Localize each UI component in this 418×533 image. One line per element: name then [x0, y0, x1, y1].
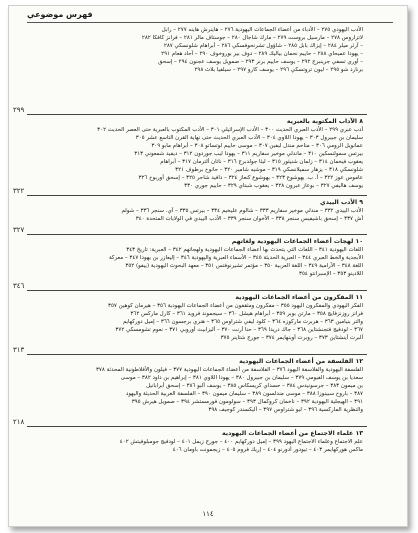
entry-line: والتر بنيامين ٣٦٣ – هربرت ماركوزه ٣٦٤ – كلود ليفي شتراوس ٣٦٥ – هنري برجسون ٣٦٦ – إميل دوركهايم — [122, 319, 363, 325]
entry-line: لاتزاروس ٢٧٨ – مارسيل بروست ٢٧٩ – مارك شاجال ٢٨٠ – جوستاف مالر ٢٨١ – فرانز كافكا ٢٨٢ — [141, 35, 363, 41]
entry-line: – يهودا عميحاي ٢٨٨ – حاييم نحمان بياليك ٢٨٩ – دوف بير بوروخوف ٢٩٠ – آحاد هعام ٢٩١ — [161, 51, 363, 57]
section-title: ٩ الأدب الييدي — [320, 199, 363, 206]
section-8 — [29, 117, 363, 190]
entry-line: أدب عبري ٢٩٩ – الأدب العبري الحديث ٣٠٠ – الأدب الإسرائيلي ٣٠١ – الأدب المكتوب بالعبرية حتى العصر الحديث ٣٠٢ — [97, 127, 363, 133]
section-divider — [27, 114, 367, 115]
entry-line: يوسف هاليفي ٣٢٧ – بوعاز عبرون ٣٢٨ – يعقوب شبتاي ٣٢٩ – حاييم جوري ٣٣٠ — [184, 183, 363, 189]
margin-page-ref: ٣٢٧ — [13, 226, 25, 234]
entry-line: بن ميمون ٣٨٣ – جرسونيدس ٣٨٤ – حسداي كريسكاس ٣٨٥ – يوسف ألبو ٣٨٦ – إسحق أبرابانيل — [146, 383, 363, 389]
section-12 — [29, 357, 363, 414]
section-9 — [29, 198, 363, 223]
entry-line: ٣٩١ – الهيجلية اليهودية ٣٩٢ – ناخمان كروكمال ٣٩٣ – سولومون فورمستشر ٣٩٤ – صمويل هيرش ٣٩٥ — [131, 399, 363, 405]
entry-line: عاموس عوز ٣٢٢ – أ. ب. يهوشوع ٣٢٣ – يهوشوع كنعاز ٣٢٤ – دافيد شاحر ٣٢٥ – إسحق أوربوخ ٣٢٦ — [138, 175, 363, 181]
entry-line: فرانز روزنزفايج ٣٥٨ – مارتن بوبر ٣٥٩ – أبراهام هيشل ٣٦٠ – سيجموند فرويد ٣٦١ – كارل ماركس ٣٦٢ — [130, 311, 363, 317]
entry-line: سليمان بن جبيرول ٣٠٣ – يهودا اللاوي ٣٠٤ – الأدب العبري الحديث حتى نهاية القرن التاسع عشر ٣٠٥ — [135, 135, 363, 141]
margin-page-ref: ٣٢٢ — [13, 187, 25, 195]
entry-line: الأدب اليهودي ٢٧٥ – الأدباء من أعضاء الجماعات اليهودية ٢٧٦ – هاينرش هاينه ٢٧٧ – رابل — [161, 27, 363, 33]
entry-line: والنظرية الماركسية ٣٩٦ – ليو شتراوس ٣٩٧ – أليكسندر كوجيف ٣٩٨ — [208, 407, 363, 413]
entry-line: اللغات اليهودية ٣٤١ – اللغات التي يتحدث بها أعضاء الجماعات اليهودية ولهجاتهم ٣٤٢ – العبرية: تاريخ ٣٤٣ — [126, 247, 363, 253]
entry-line: يعقوب فيخمان ٣١٤ – زلمان شنيئور ٣١٥ – ليئا جولدبرج ٣١٦ – ناتان ألترمان ٣١٧ – أبراهام — [160, 159, 363, 165]
section-title: ١٠ لهجات أعضاء الجماعات اليهودية ولغاتهم — [231, 238, 363, 245]
entry-line: – آرثر ميلر ٢٨٤ – إيزاك بابل ٢٨٥ – شاؤول تشرنحوفسكي ٢٨٦ – أبراهام شلونسكي ٢٨٧ — [163, 43, 363, 49]
section-intro — [29, 26, 363, 74]
margin-page-ref: ٢٩٩ — [13, 106, 25, 114]
entry-line: الفكر اليهودي والمفكرون اليهود ٣٥٥ – مفكرون ومثقفون من أعضاء الجماعات اليهودية ٣٥٦ – هيرمان كوهين ٣٥٧ — [108, 303, 363, 309]
entry-line: آش ٣٣٧ – إسحق باشيفيس سنجر ٣٣٨ – الأخوان سنجر ٣٣٩ – الأدب الييدي في الولايات المتحدة ٣٤٠ — [135, 216, 363, 222]
section-divider — [27, 290, 367, 291]
entry-line: ماكس هوركهايمر ٤٠٣ – تيودور أدورنو ٤٠٤ – إريك فروم ٤٠٥ – زيجمونت باومان ٤٠٦ — [172, 447, 363, 453]
entry-line: بيرتس سمولنسكين ٣١٠ – ماندلي موخير سفاريم ٣١١ – يهودا ليب جوردون ٣١٢ – ديفيد شمعوني ٣١٣ — [134, 151, 363, 157]
margin-page-ref: ٣٤٦ — [13, 282, 25, 290]
book-page — [8, 5, 408, 527]
entry-line: الأدب الييدي ٣٣٢ – مندلي موخير سفاريم ٣٣٣ – شالوم عليخيم ٣٣٤ – بيرتس ٣٣٥ – آي. سنجر ٣٣٦ – شولم — [121, 208, 363, 214]
section-divider — [27, 354, 367, 355]
section-title: ١١ المفكرون من أعضاء الجماعات اليهودية — [235, 294, 363, 301]
page-number: ١١٤ — [202, 510, 214, 518]
section-title: ٨ الآداب المكتوبة بالعبرية — [286, 118, 363, 125]
section-13 — [29, 429, 363, 454]
entry-line: اللادينو ٣٥٣ – الإسبرانتو ٣٥٤ — [299, 271, 363, 277]
entry-line: الأبجدية والخط العبري ٣٤٤ – العبرية الحديثة ٣٤٥ – الأسماء العبرية واليهودية ٣٤٦ – إليعازر بن يهودا ٣٤٧ – معركة — [108, 255, 363, 261]
entry-line: شلونسكي ٣١٨ – يزهار سميلانسكي ٣١٩ – موشيه شامير ٣٢٠ – حانوخ برطوف ٣٢١ — [175, 167, 363, 173]
entry-line: ٣٨٧ – باروخ سبينوزا ٣٨٨ – موسى مندلسون ٣٨٩ – سليمان ميمون ٣٩٠ – الفلسفة الغربية الحديثة واليهود — [125, 391, 363, 397]
entry-line: ألبرت أينشتاين ٣٧٣ – روبرت أوبنهايمر ٣٧٤ – جورج شتاينر ٣٧٥ — [220, 335, 363, 341]
entry-line: علم الاجتماع وعلماء الاجتماع اليهود ٣٩٩ – إميل دوركهايم ٤٠٠ – جورج زيمل ٤٠١ – لودفيج جومبلوفيتش ٤٠٢ — [119, 439, 363, 445]
entry-line: عمانويل الرومي ٣٠٦ – مناحم مندل ليفين ٣٠٧ – موسى حاييم لوتساتو ٣٠٨ – أبراهام مابو ٣٠٩ — [151, 143, 363, 149]
section-divider — [27, 426, 367, 427]
margin-page-ref: ٣١٣ — [13, 346, 25, 354]
header-title: فهرس موضوعي — [27, 10, 93, 19]
entry-line: سعديا بن يوسف الفيومي ٣٧٩ – سليمان بن جبيرول ٣٨٠ – يهودا اللاوي ٣٨١ – إبراهيم بن داود ٣٨٢ – موسى — [120, 375, 363, 381]
section-divider — [27, 234, 367, 235]
section-divider — [27, 195, 367, 196]
entry-line: الفلسفة اليهودية والفلاسفة اليهود ٣٧٦ – الفلاسفة من أعضاء الجماعات اليهودية ٣٧٧ – فيلون والأفلاطونية المحدثة ٣٧٨ — [95, 367, 363, 373]
running-header — [27, 10, 393, 23]
entry-line: – أوري تسفي جرينبرج ٢٩٢ – يوسف حاييم برنر ٢٩٣ – صمويل يوسف عجنون ٢٩٤ – إسحق — [158, 59, 363, 65]
entry-line: برنارد شو ٢٩٥ – ليون تروتسكي ٢٩٦ – يوسف كارو ٢٩٧ – سيلفيا بلاث ٢٩٨ — [194, 67, 363, 73]
section-11 — [29, 293, 363, 342]
entry-line: اللغة ٣٤٨ – الآرامية ٣٤٩ – اللغة العربية ٣٥٠ – مؤتمر تشيرنوفتس ٣٥١ – معهد البحوث اليهودية (ييفو) ٣٥٢ — [125, 263, 363, 269]
margin-page-ref: ٢١٨ — [13, 418, 25, 426]
section-10 — [29, 237, 363, 278]
section-title: ١٢ الفلسفة من أعضاء الجماعات اليهودية — [239, 358, 363, 365]
section-title: ١٣ علماء الاجتماع من أعضاء الجماعات اليهودية — [222, 430, 363, 437]
entry-line: ٣٦٧ – لودفيج فتجنشتاين ٣٦٨ – جاك دريدا ٣٦٩ – حنا أرنت ٣٧٠ – أليزابيث أوروبي ٣٧١ – نعوم تشومسكي ٣٧٢ — [115, 327, 363, 333]
